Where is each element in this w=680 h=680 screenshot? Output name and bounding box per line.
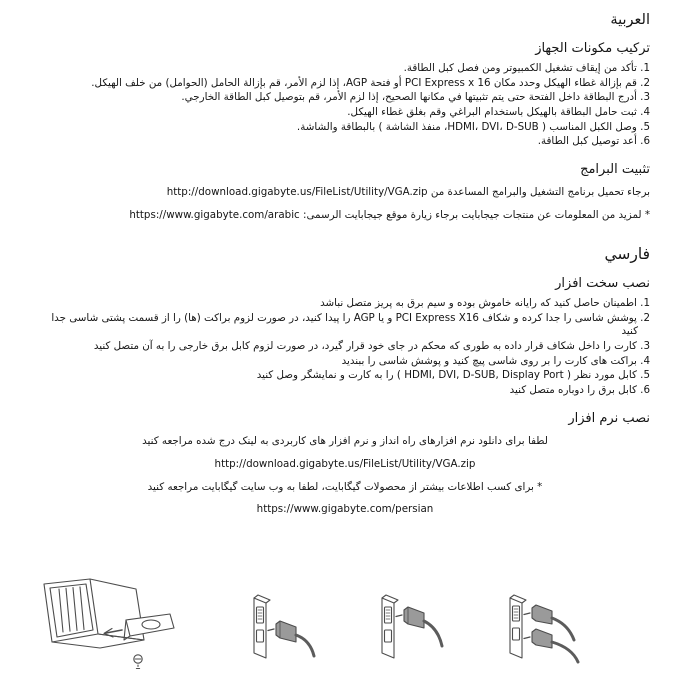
arabic-hardware-heading: تركيب مكونات الجهاز <box>535 41 650 56</box>
persian-software-download-line: لطفا برای دانلود نرم افزارهای راه انداز و نرم افزار های كاربردی به لینک درج شده مراجعه كنید <box>142 434 548 447</box>
display-cable-icon <box>358 590 452 672</box>
persian-software-info-url: https://www.gigabyte.com/persian <box>256 503 434 516</box>
arabic-section <box>40 12 650 223</box>
pc-case-icon <box>28 576 196 672</box>
arabic-software-download-line: برجاء تحميل برنامج التشغيل والبرامج المساعدة من http://download.gigabyte.us/FileList/Utility/VGA.zip <box>166 186 650 199</box>
arabic-step-2: 2. قم بإزالة غطاء الهيكل وحدد مكان PCI Express x 16 أو فتحة AGP، إذا لزم الأمر، قم بإزالة الحامل (الحوامل) من خلف الهيكل. <box>91 76 650 89</box>
persian-software-info-line: * برای كسب اطلاعات بیشتر از محصولات گیگابایت، لطفا به وب سایت گیگابایت مراجعه كنید <box>147 480 543 493</box>
arabic-software-info-line: * لمزيد من المعلومات عن منتجات جيجابايت برجاء زيارة موقع جيجابايت الرسمى: https://www.gigabyte.com/arabic <box>129 209 650 222</box>
bracket-cable-connection-illustration-1 <box>230 590 324 676</box>
arabic-step-4: 4. ثبت حامل البطاقة بالهيكل باستخدام البراغي وقم بغلق غطاء الهيكل. <box>347 106 650 119</box>
persian-hardware-steps <box>40 297 650 398</box>
bracket-cable-connection-illustration-2 <box>358 590 452 676</box>
bracket-cable-connection-illustration-3 <box>486 590 606 676</box>
arabic-step-1: 1. تأكد من إيقاف تشغيل الكمبيوتر ومن فصل كبل الطاقة. <box>403 62 650 74</box>
arabic-step-5: 5. وصل الكبل المناسب ( HDMI، DVI، D-SUB، منفذ الشاشة ) بالبطاقة والشاشة. <box>296 120 650 133</box>
display-cable-icon <box>230 590 324 672</box>
installation-illustrations-row <box>28 576 660 676</box>
persian-step-5: 5. كابل مورد نظر ( HDMI, DVI, D-SUB, Display Port ) را به كارت و نمایشگر وصل كنید <box>256 369 650 382</box>
dual-cable-icon <box>486 590 606 672</box>
persian-step-3: 3. كارت را داخل شكاف قرار داده به طوری كه محكم در جای خود قرار گیرد، در صورت لزوم كابل برق خارجی را به آن متصل كنید <box>93 339 650 352</box>
persian-step-6: 6. كابل برق را دوباره متصل كنید <box>509 384 650 397</box>
persian-step-2: 2. پوشش شاسی را جدا كرده و شكاف PCI Express X16 و یا AGP را پیدا كنید، در صورت لزوم براكت (ها) را از قسمت پشتی شاسی جدا كنید <box>51 311 650 338</box>
arabic-step-3: 3. أدرج البطاقة داخل الفتحة حتى يتم تثبيتها في مكانها الصحيح، إذا لزم الأمر، قم بتوصيل كبل الطاقة الخارجي. <box>181 91 650 104</box>
persian-step-4: 4. براكت های كارت را بر روی شاسی پیچ كنید و پوشش شاسی را ببندید <box>341 354 650 367</box>
persian-step-1: 1. اطمینان حاصل كنید كه رایانه خاموش بوده و سیم برق به پریز متصل نباشد <box>320 296 650 309</box>
persian-language-title: فارسي <box>604 244 650 263</box>
pc-case-card-installation-illustration <box>28 576 196 676</box>
persian-software-heading: نصب نرم افزار <box>568 410 650 426</box>
arabic-step-6: 6. أعد توصيل كبل الطاقة. <box>537 135 650 148</box>
persian-hardware-heading: نصب سخت افزار <box>555 275 650 291</box>
persian-section <box>40 245 650 517</box>
arabic-language-title: العربية <box>610 12 650 28</box>
arabic-software-heading: تثبيت البرامج <box>580 162 650 178</box>
arabic-hardware-steps <box>40 62 650 149</box>
persian-software-download-url: http://download.gigabyte.us/FileList/Utility/VGA.zip <box>214 457 476 470</box>
